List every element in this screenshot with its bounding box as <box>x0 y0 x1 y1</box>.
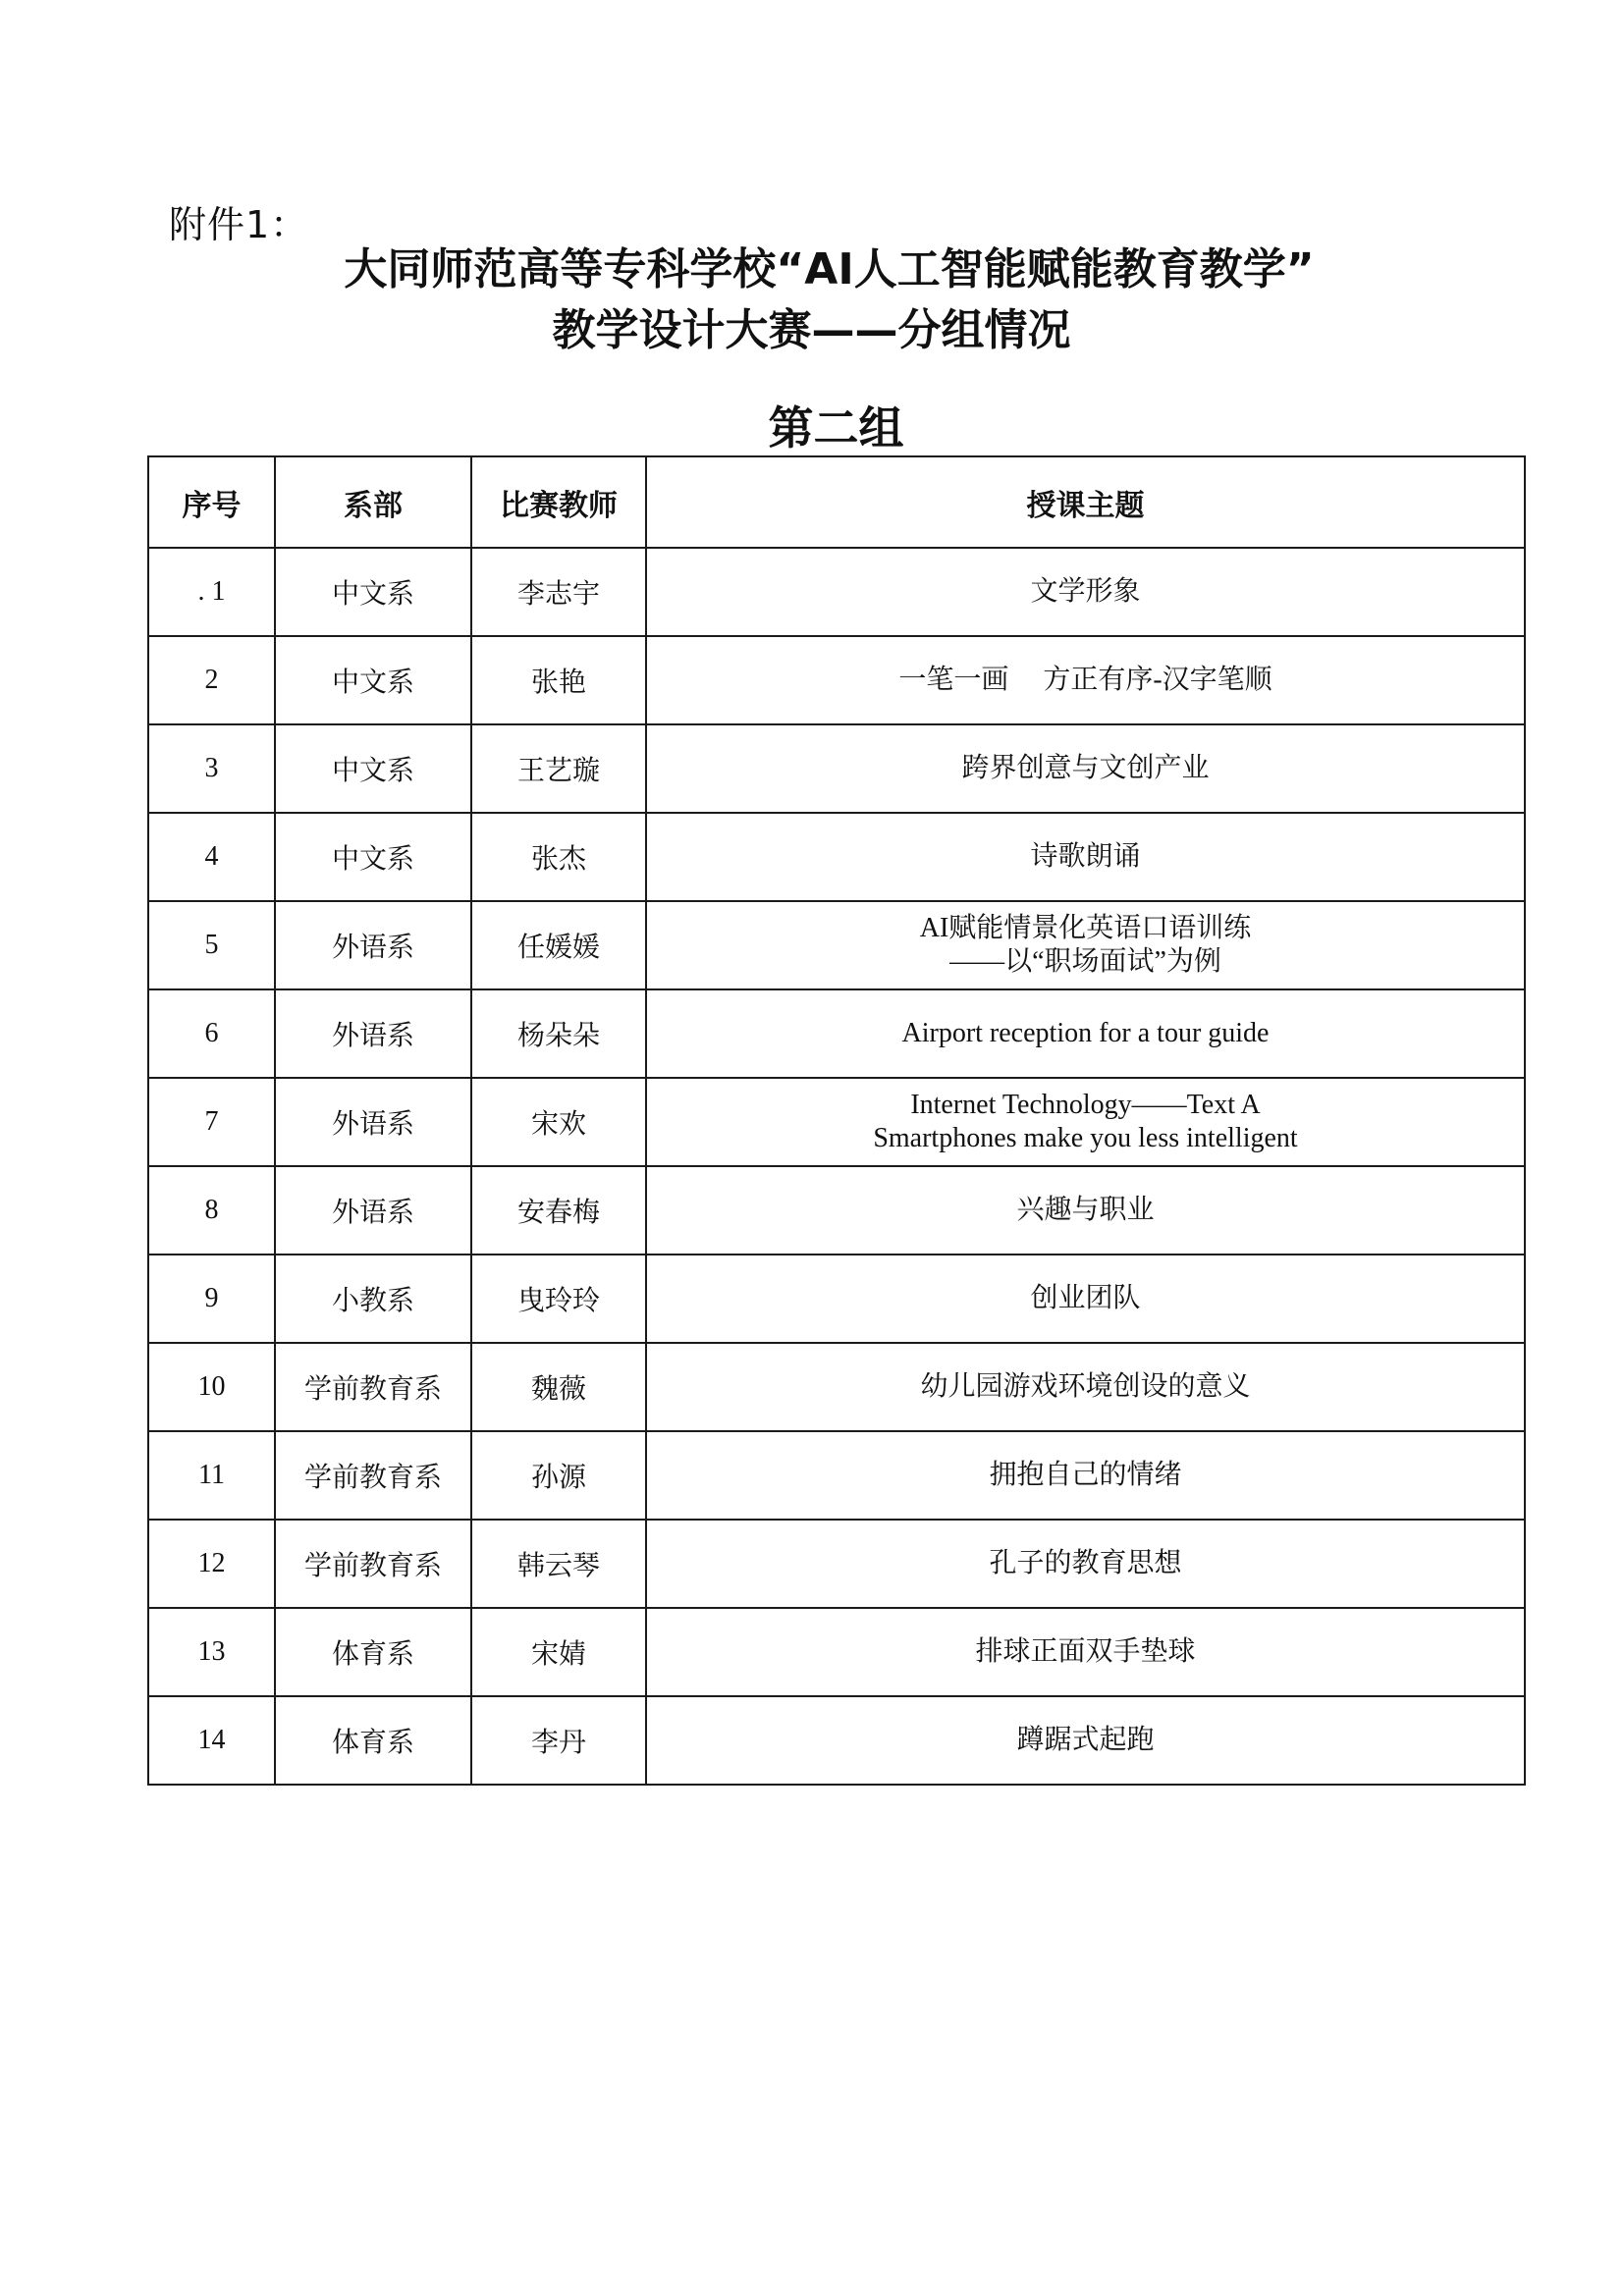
topic-line-1: 孔子的教育思想 <box>989 1548 1182 1578</box>
cell-department: 外语系 <box>275 901 471 989</box>
table-row <box>148 1343 1525 1431</box>
cell-no: 6 <box>148 989 275 1078</box>
cell-topic <box>646 1431 1525 1520</box>
cell-topic <box>646 989 1525 1078</box>
cell-teacher: 张杰 <box>471 813 646 901</box>
table-row <box>148 1608 1525 1696</box>
table-row <box>148 724 1525 813</box>
cell-topic <box>646 1343 1525 1431</box>
topic-line-1: 拥抱自己的情绪 <box>989 1460 1182 1490</box>
cell-department: 外语系 <box>275 1078 471 1166</box>
cell-no: 10 <box>148 1343 275 1431</box>
title-line-1: 大同师范高等专科学校“AI人工智能赋能教育教学” <box>344 244 1315 294</box>
table-body <box>148 548 1525 1785</box>
table-row <box>148 636 1525 724</box>
cell-teacher: 王艺璇 <box>471 724 646 813</box>
cell-department: 中文系 <box>275 724 471 813</box>
cell-department: 中文系 <box>275 813 471 901</box>
table-row <box>148 1431 1525 1520</box>
header-topic: 授课主题 <box>646 456 1525 548</box>
cell-topic <box>646 1166 1525 1255</box>
cell-topic <box>646 636 1525 724</box>
table-row <box>148 1255 1525 1343</box>
cell-teacher: 李志宇 <box>471 548 646 636</box>
cell-topic <box>646 1608 1525 1696</box>
cell-no: 8 <box>148 1166 275 1255</box>
cell-no: 12 <box>148 1520 275 1608</box>
topic-line-1: AI赋能情景化英语口语训练 <box>919 913 1252 943</box>
table-row <box>148 1078 1525 1166</box>
cell-department: 学前教育系 <box>275 1343 471 1431</box>
table-row <box>148 901 1525 989</box>
cell-department: 外语系 <box>275 989 471 1078</box>
cell-teacher: 安春梅 <box>471 1166 646 1255</box>
cell-teacher: 李丹 <box>471 1696 646 1785</box>
topic-line-1: 排球正面双手垫球 <box>975 1636 1196 1667</box>
cell-department: 外语系 <box>275 1166 471 1255</box>
cell-topic <box>646 1696 1525 1785</box>
cell-topic <box>646 901 1525 989</box>
attachment-label: 附件1： <box>169 203 309 246</box>
table-row <box>148 1166 1525 1255</box>
group-roster-table <box>147 455 1526 1786</box>
topic-line-1: 文学形象 <box>1030 576 1141 607</box>
table-row <box>148 548 1525 636</box>
cell-no: 2 <box>148 636 275 724</box>
topic-line-1: 跨界创意与文创产业 <box>961 753 1210 783</box>
cell-department: 体育系 <box>275 1696 471 1785</box>
topic-line-1: Internet Technology——Text A <box>910 1090 1261 1120</box>
title-line-2: 教学设计大赛——分组情况 <box>552 305 1071 355</box>
cell-teacher: 宋欢 <box>471 1078 646 1166</box>
cell-no: 13 <box>148 1608 275 1696</box>
header-teacher: 比赛教师 <box>471 456 646 548</box>
cell-teacher: 宋婧 <box>471 1608 646 1696</box>
cell-teacher: 韩云琴 <box>471 1520 646 1608</box>
cell-topic <box>646 813 1525 901</box>
cell-department: 中文系 <box>275 548 471 636</box>
table-header-row <box>148 456 1525 548</box>
cell-department: 学前教育系 <box>275 1431 471 1520</box>
cell-topic <box>646 1520 1525 1608</box>
cell-teacher: 杨朵朵 <box>471 989 646 1078</box>
topic-line-1: 诗歌朗诵 <box>1030 841 1141 872</box>
topic-line-2: ——以“职场面试”为例 <box>949 946 1221 977</box>
document-title <box>0 240 1623 361</box>
cell-no: . 1 <box>148 548 275 636</box>
cell-teacher: 孙源 <box>471 1431 646 1520</box>
cell-no: 11 <box>148 1431 275 1520</box>
group-title: 第二组 <box>768 401 904 454</box>
table-row <box>148 813 1525 901</box>
header-no: 序号 <box>148 456 275 548</box>
cell-department: 学前教育系 <box>275 1520 471 1608</box>
cell-department: 中文系 <box>275 636 471 724</box>
topic-line-1: 幼儿园游戏环境创设的意义 <box>920 1371 1251 1402</box>
topic-line-1: Airport reception for a tour guide <box>901 1018 1270 1048</box>
table-row <box>148 989 1525 1078</box>
cell-department: 小教系 <box>275 1255 471 1343</box>
cell-teacher: 任媛媛 <box>471 901 646 989</box>
cell-no: 4 <box>148 813 275 901</box>
cell-no: 9 <box>148 1255 275 1343</box>
cell-no: 3 <box>148 724 275 813</box>
header-department: 系部 <box>275 456 471 548</box>
cell-teacher: 张艳 <box>471 636 646 724</box>
cell-topic <box>646 724 1525 813</box>
topic-line-1: 创业团队 <box>1030 1283 1141 1313</box>
topic-line-1: 一笔一画 方正有序-汉字笔顺 <box>898 665 1272 695</box>
cell-department: 体育系 <box>275 1608 471 1696</box>
cell-teacher: 曳玲玲 <box>471 1255 646 1343</box>
cell-no: 7 <box>148 1078 275 1166</box>
cell-no: 5 <box>148 901 275 989</box>
topic-line-1: 兴趣与职业 <box>1016 1195 1155 1225</box>
cell-teacher: 魏薇 <box>471 1343 646 1431</box>
table-row <box>148 1520 1525 1608</box>
cell-topic <box>646 1078 1525 1166</box>
cell-no: 14 <box>148 1696 275 1785</box>
topic-line-1: 蹲踞式起跑 <box>1016 1725 1155 1755</box>
table-row <box>148 1696 1525 1785</box>
cell-topic <box>646 548 1525 636</box>
cell-topic <box>646 1255 1525 1343</box>
topic-line-2: Smartphones make you less intelligent <box>873 1123 1298 1153</box>
